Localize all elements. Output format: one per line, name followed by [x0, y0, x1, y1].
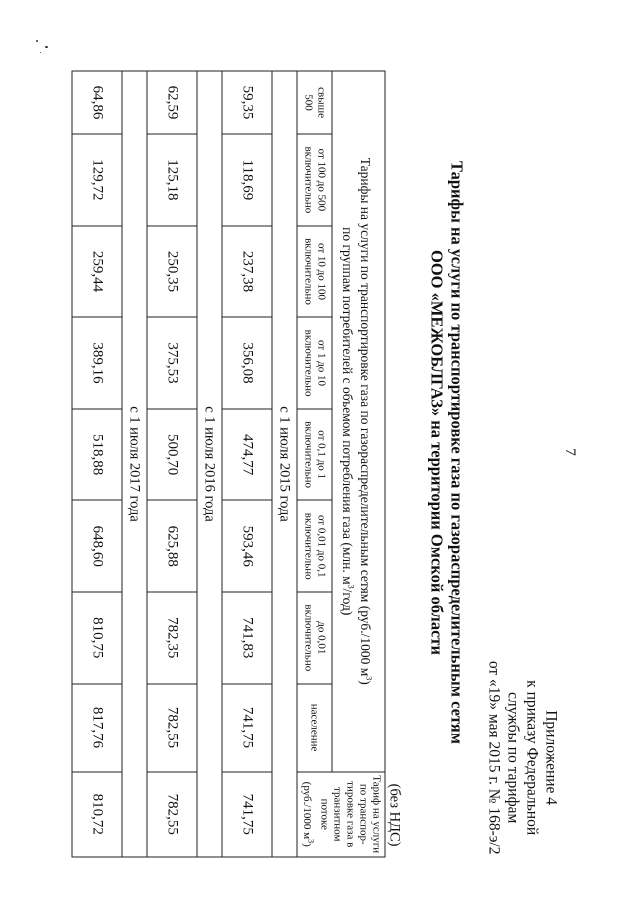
column-header-line: включительно [302, 421, 315, 489]
table-row [72, 71, 122, 857]
appendix-block [485, 661, 561, 855]
appendix-line: от «19» мая 2015 г. № 168-э/2 [485, 660, 503, 855]
group-header [332, 71, 385, 772]
tariff-cell: 500,70 [147, 409, 197, 501]
tariff-cell: 64,86 [72, 71, 122, 134]
period-label: с 1 июля 2016 года [197, 71, 222, 857]
column-header [297, 592, 332, 684]
tariff-cell: 741,75 [222, 684, 272, 772]
vat-note: (без НДС) [386, 783, 403, 847]
superscript: 3 [346, 584, 356, 589]
tariff-cell: 129,72 [72, 134, 122, 226]
tariff-cell: 782,55 [147, 684, 197, 772]
tariff-cell: 593,46 [222, 500, 272, 592]
column-header-row [297, 71, 332, 857]
column-header-line: от 0,01 до 0,1 [315, 514, 328, 578]
tariff-cell: 389,16 [72, 317, 122, 409]
tariff-cell: 518,88 [72, 409, 122, 501]
tariff-table [72, 71, 386, 858]
document-sheet [28, 13, 613, 893]
tariff-cell: 375,53 [147, 317, 197, 409]
transit-header-text: ) [300, 843, 313, 847]
column-header-line: включительно [302, 238, 315, 305]
column-header [297, 134, 332, 226]
superscript: 3 [365, 676, 374, 681]
table-row [147, 71, 197, 857]
column-header-line: от 1 до 10 [315, 340, 328, 387]
column-header [297, 71, 332, 134]
column-header-line: свыше [315, 87, 328, 118]
tariff-cell: 817,76 [72, 684, 122, 772]
superscript: 3 [306, 839, 316, 844]
group-header-text: /год) [340, 588, 355, 616]
tariff-cell: 741,75 [222, 772, 272, 858]
appendix-line: Приложение 4 [542, 710, 560, 806]
column-header [297, 317, 332, 409]
tariff-cell: 648,60 [72, 500, 122, 592]
group-header-text: Тарифы на услуги по транспортировке газа по газораспределительным сетям (руб./1000 м [358, 157, 374, 677]
tariff-cell: 474,77 [222, 409, 272, 501]
column-header-line: включительно [302, 329, 315, 397]
tariff-cell: 741,83 [222, 592, 272, 684]
column-header-line: до 0,01 [315, 621, 328, 655]
tariff-cell: 59,35 [222, 71, 272, 134]
column-header-line: включительно [302, 604, 315, 672]
tariff-cell: 62,59 [147, 71, 197, 134]
column-header-line: от 10 до 100 [315, 242, 328, 300]
appendix-line: службы по тарифам [504, 691, 522, 824]
column-header-line: включительно [302, 146, 315, 214]
transit-header-text: Тариф на услуги по транспор-тировке газа в транзитном потоке (руб./1000 м [300, 775, 383, 854]
column-header [297, 409, 332, 501]
title-line: ООО «МЕЖОБЛГАЗ» на территории Омской области [427, 250, 447, 655]
appendix-line: к приказу Федеральной [523, 680, 541, 836]
period-label: с 1 июля 2015 года [272, 71, 297, 857]
period-label: с 1 июля 2017 года [122, 71, 147, 857]
tariff-cell: 118,69 [222, 134, 272, 226]
page-number: 7 [562, 448, 578, 456]
period-row [272, 71, 297, 857]
tariff-cell: 782,35 [147, 592, 197, 684]
tariff-cell: 782,55 [147, 772, 197, 858]
tariff-cell: 810,72 [72, 772, 122, 858]
tariff-cell: 625,88 [147, 500, 197, 592]
transit-header [297, 772, 385, 858]
group-header-text: ) [358, 680, 374, 685]
tariff-cell: 810,75 [72, 592, 122, 684]
document-title [427, 13, 467, 893]
title-line: Тарифы на услуги по транспортировке газа по газораспределительным сетям [447, 161, 467, 744]
table-header-row [332, 71, 385, 857]
tariff-cell: 259,44 [72, 226, 122, 318]
column-header [297, 500, 332, 592]
column-header-line: от 100 до 500 [315, 148, 328, 212]
period-row [122, 71, 147, 857]
tariff-cell: 250,35 [147, 226, 197, 318]
period-row [197, 71, 222, 857]
column-header-line: население [309, 703, 321, 752]
column-header-line: от 0,1 до 1 [315, 430, 328, 480]
column-header-line: 500 [302, 94, 315, 111]
group-header-text: по группам потребителей с объемом потребления газа (млн. м [340, 227, 355, 585]
tariff-cell: 237,38 [222, 226, 272, 318]
table-row [222, 71, 272, 857]
column-header-line: включительно [302, 512, 315, 580]
tariff-cell: 125,18 [147, 134, 197, 226]
column-header [297, 684, 332, 772]
tariff-cell: 356,08 [222, 317, 272, 409]
column-header [297, 226, 332, 318]
